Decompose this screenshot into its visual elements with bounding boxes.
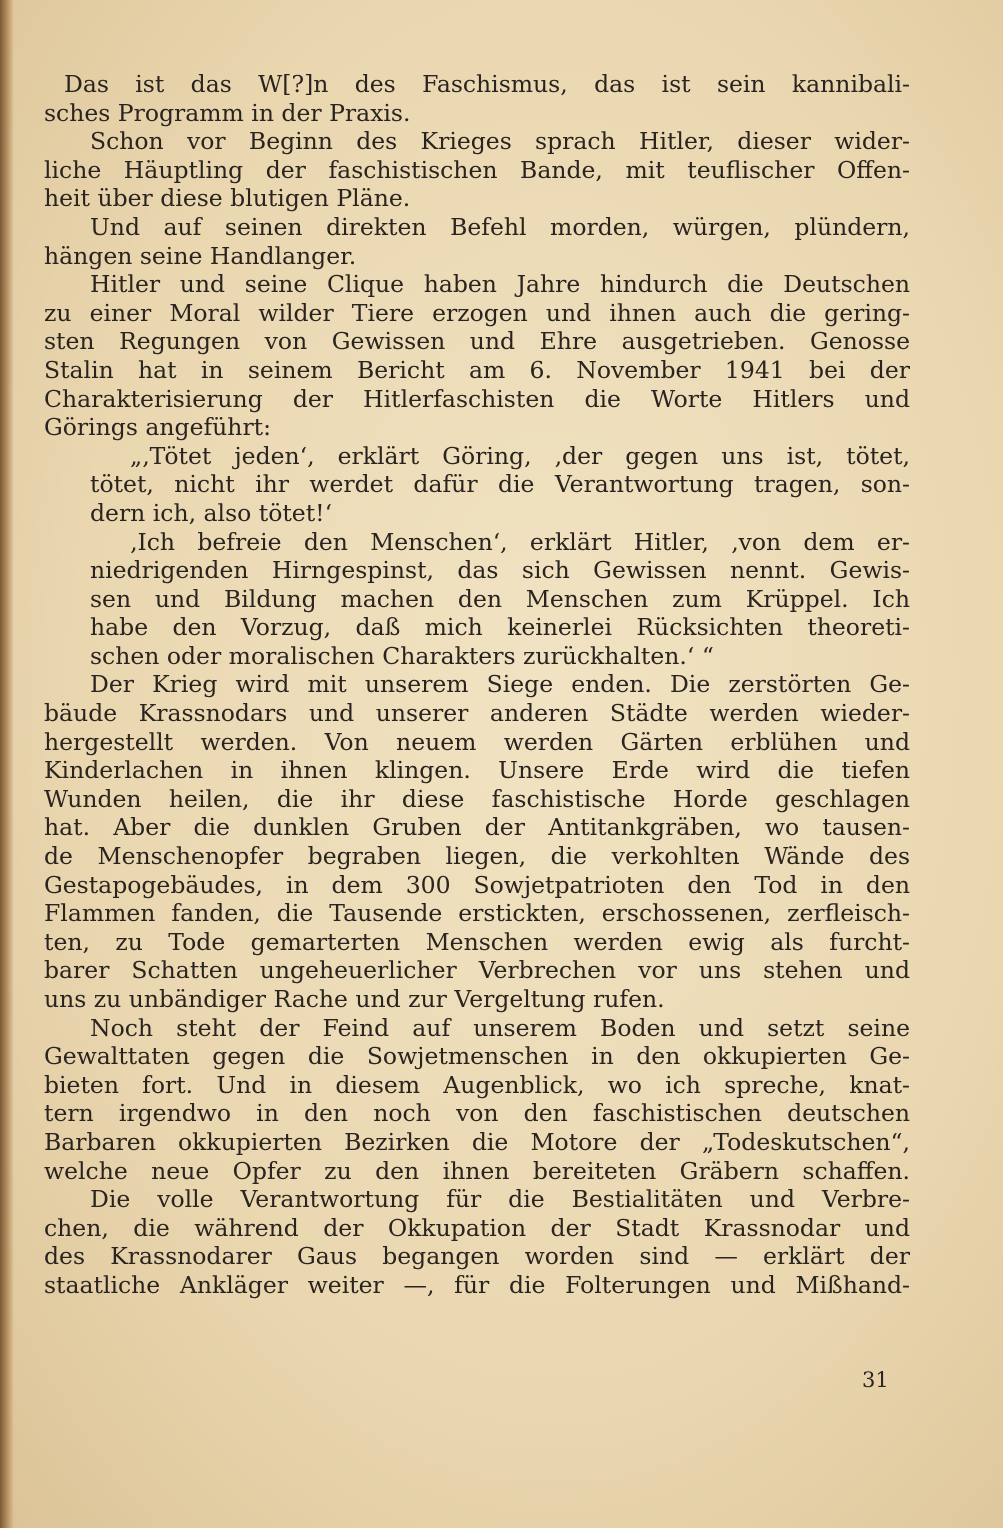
text-line: de Menschenopfer begraben liegen, die verkohlten Wände des [44, 842, 910, 871]
text-line: bieten fort. Und in diesem Augenblick, wo ich spreche, knat- [44, 1070, 910, 1099]
text-line: uns zu unbändiger Rache und zur Vergeltung rufen. [44, 985, 665, 1013]
quote-line: niedrigenden Hirngespinst, das sich Gewissen nennt. Gewis- [90, 556, 910, 585]
text-line: staatliche Ankläger weiter —, für die Folterungen und Mißhand- [44, 1270, 910, 1299]
text-line: Gewalttaten gegen die Sowjetmenschen in den okkupierten Ge- [44, 1042, 910, 1071]
text-line: tern irgendwo in den noch von den faschistischen deutschen [44, 1099, 910, 1128]
text-line: Hitler und seine Clique haben Jahre hindurch die Deutschen [90, 270, 910, 299]
text-line: Und auf seinen direkten Befehl morden, würgen, plündern, [90, 212, 910, 241]
text-line: Kinderlachen in ihnen klingen. Unsere Erde wird die tiefen [44, 756, 910, 785]
body-text [44, 70, 910, 1300]
text-line: barer Schatten ungeheuerlicher Verbrechen vor uns stehen und [44, 956, 910, 985]
quote-line: tötet, nicht ihr werdet dafür die Verantwortung tragen, son- [90, 470, 910, 499]
page-number: 31 [862, 1368, 889, 1392]
text-line: ten, zu Tode gemarterten Menschen werden ewig als furcht- [44, 927, 910, 956]
text-line: welche neue Opfer zu den ihnen bereiteten Gräbern schaffen. [44, 1156, 910, 1185]
text-line: hergestellt werden. Von neuem werden Gärten erblühen und [44, 727, 910, 756]
text-line: hängen seine Handlanger. [44, 241, 357, 270]
text-line: zu einer Moral wilder Tiere erzogen und ihnen auch die gering- [44, 298, 910, 327]
text-line: Wunden heilen, die ihr diese faschistische Horde geschlagen [44, 784, 910, 813]
text-line: Stalin hat in seinem Bericht am 6. November 1941 bei der [44, 355, 910, 384]
text-line: bäude Krassnodars und unserer anderen Städte werden wieder- [44, 699, 910, 728]
quote-line: schen oder moralischen Charakters zurückhalten.‘ “ [90, 641, 714, 670]
text-line: Gestapogebäudes, in dem 300 Sowjetpatrioten den Tod in den [44, 870, 910, 899]
text-line: Görings angeführt: [44, 413, 272, 442]
text-line: hat. Aber die dunklen Gruben der Antitankgräben, wo tausen- [44, 813, 910, 842]
text-line: des Krassnodarer Gaus begangen worden sind — erklärt der [44, 1242, 910, 1271]
text-line: Die volle Verantwortung für die Bestialitäten und Verbre- [90, 1185, 910, 1214]
quote-line: ‚Ich befreie den Menschen‘, erklärt Hitler, ‚von dem er- [130, 527, 910, 556]
text-line: Noch steht der Feind auf unserem Boden und setzt seine [90, 1013, 910, 1042]
text-line: Schon vor Beginn des Krieges sprach Hitler, dieser wider- [90, 127, 910, 156]
quote-line: „‚Tötet jeden‘, erklärt Göring, ‚der gegen uns ist, tötet, [130, 441, 910, 470]
text-line: Der Krieg wird mit unserem Siege enden. Die zerstörten Ge- [90, 670, 910, 699]
quote-line: habe den Vorzug, daß mich keinerlei Rücksichten theoreti- [90, 613, 910, 642]
text-line: sten Regungen von Gewissen und Ehre ausgetrieben. Genosse [44, 327, 910, 356]
text-line: Das ist das W[?]n des Faschismus, das ist sein kannibali- [64, 70, 910, 98]
text-line: Charakterisierung der Hitlerfaschisten die Worte Hitlers und [44, 384, 910, 413]
page-spine-shadow [0, 0, 14, 1528]
text-line: heit über diese blutigen Pläne. [44, 184, 411, 213]
text-line: liche Häuptling der faschistischen Bande, mit teuflischer Offen- [44, 155, 910, 184]
quote-line: sen und Bildung machen den Menschen zum Krüppel. Ich [90, 584, 910, 613]
quote-line: dern ich, also tötet!‘ [90, 498, 333, 527]
text-line: chen, die während der Okkupation der Stadt Krassnodar und [44, 1213, 910, 1242]
text-line: sches Programm in der Praxis. [44, 98, 411, 127]
text-line: Barbaren okkupierten Bezirken die Motore der „Todeskutschen“, [44, 1127, 910, 1156]
text-line: Flammen fanden, die Tausende erstickten, erschossenen, zerfleisch- [44, 899, 910, 928]
